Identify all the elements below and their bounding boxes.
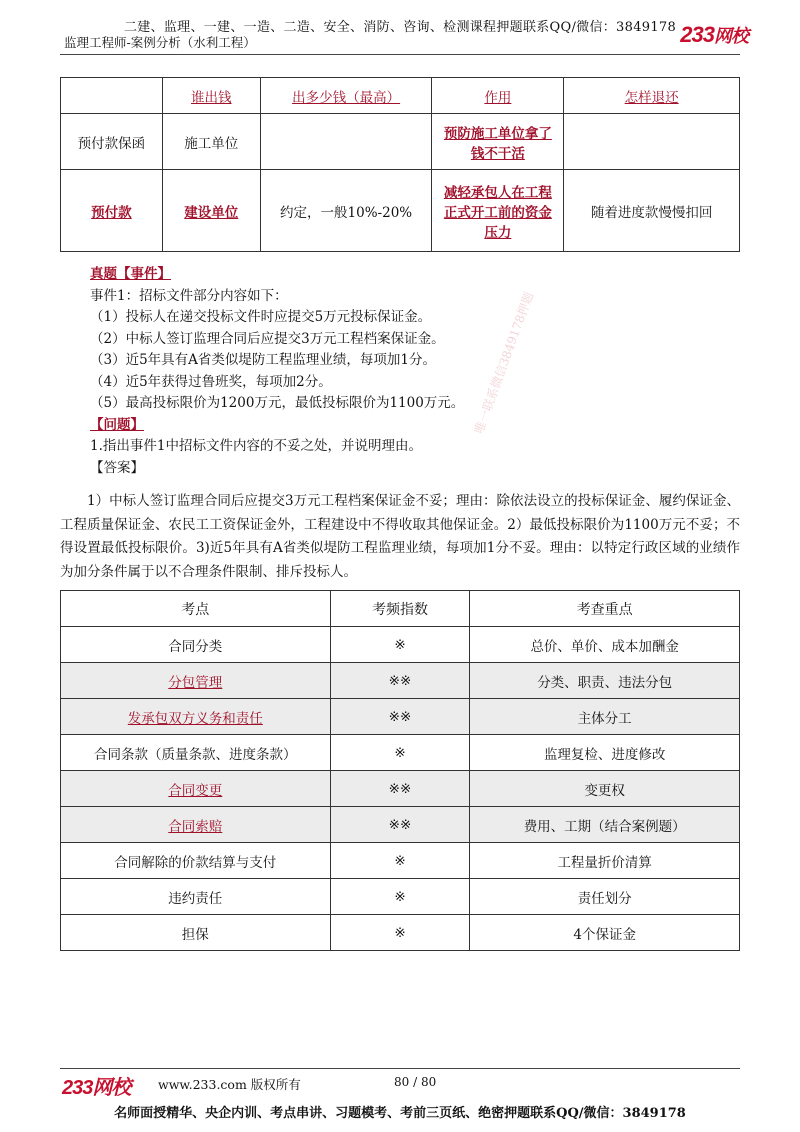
header-cell-frequency: 考频指数 (330, 591, 470, 627)
question-text: 1.指出事件1中招标文件内容的不妥之处，并说明理由。 (90, 438, 422, 454)
answer-text: 1）中标人签订监理合同后应提交3万元工程档案保证金不妥；理由：除依法设立的投标保证金、履约保证金、工程质量保证金、农民工工资保证金外，工程建设中不得收取其他保证金。2）最低投标限价为1100万元不妥；不得设置最低投标限价。3)近5年具有A省类似堤防工程监理业绩，每项加1分不妥。理由：以特定行政区域的业绩作为加分条件属于以不合理条件限制、排斥投标人。 (60, 493, 740, 580)
topic-table (60, 590, 740, 951)
frequency-cell: ※ (330, 627, 470, 663)
case-item-1: （1）投标人在递交投标文件时应提交5万元投标保证金。 (90, 309, 432, 325)
header-cell-refund: 怎样退还 (564, 78, 740, 114)
frequency-cell: ※※ (330, 807, 470, 843)
row-purpose: 预防施工单位拿了钱不干活 (432, 114, 564, 170)
row-amount (260, 114, 432, 170)
case-item-5: （5）最高投标限价为1200万元，最低投标限价为1100万元。 (90, 395, 465, 411)
row-name: 预付款 (61, 170, 163, 252)
table-row (61, 114, 740, 170)
footer-logo: 233网校 (62, 1077, 131, 1099)
topic-cell: 合同变更 (61, 771, 331, 807)
header-divider (60, 54, 740, 55)
frequency-cell: ※ (330, 843, 470, 879)
row-payer: 施工单位 (162, 114, 260, 170)
topic-cell: 合同索赔 (61, 807, 331, 843)
frequency-cell: ※ (330, 735, 470, 771)
table-row (61, 699, 740, 735)
header-contact-line: 二建、监理、一建、一造、二造、安全、消防、咨询、检测课程押题联系QQ/微信：3849178 (123, 20, 677, 35)
question-title: 【问题】 (90, 416, 144, 433)
topic-cell: 发承包双方义务和责任 (61, 699, 331, 735)
case-title: 真题【事件】 (90, 266, 171, 282)
row-refund (564, 114, 740, 170)
watermark: 唯一联系微信3849178押题 (471, 290, 537, 436)
topic-cell: 合同分类 (61, 627, 331, 663)
case-intro: 事件1：招标文件部分内容如下： (90, 287, 288, 304)
header-cell-blank (61, 78, 163, 114)
case-item-4: （4）近5年获得过鲁班奖，每项加2分。 (90, 373, 332, 390)
case-item-2: （2）中标人签订监理合同后应提交3万元工程档案保证金。 (90, 330, 445, 347)
focus-cell: 主体分工 (470, 699, 740, 735)
row-purpose: 减轻承包人在工程正式开工前的资金压力 (432, 170, 564, 252)
header-subtitle: 监理工程师-案例分析（水利工程） (64, 35, 256, 50)
focus-cell: 责任划分 (470, 879, 740, 915)
row-payer: 建设单位 (162, 170, 260, 252)
frequency-cell: ※※ (330, 699, 470, 735)
page-number: 80 / 80 (394, 1075, 437, 1089)
focus-cell: 变更权 (470, 771, 740, 807)
frequency-cell: ※※ (330, 771, 470, 807)
table-row (61, 771, 740, 807)
frequency-cell: ※ (330, 879, 470, 915)
focus-cell: 4个保证金 (470, 915, 740, 951)
table-row (61, 879, 740, 915)
row-amount: 约定，一般10%-20% (260, 170, 432, 252)
row-refund: 随着进度款慢慢扣回 (564, 170, 740, 252)
deposit-table (60, 77, 740, 252)
table-row (61, 170, 740, 252)
table-row (61, 663, 740, 699)
logo-number: 233 (680, 22, 714, 47)
focus-cell: 工程量折价清算 (470, 843, 740, 879)
header-cell-amount: 出多少钱（最高） (260, 78, 432, 114)
frequency-cell: ※※ (330, 663, 470, 699)
header-cell-focus: 考查重点 (470, 591, 740, 627)
table-row (61, 915, 740, 951)
table-row (61, 735, 740, 771)
table-header-row (61, 591, 740, 627)
topic-cell: 分包管理 (61, 663, 331, 699)
table-row (61, 627, 740, 663)
header-cell-payer: 谁出钱 (162, 78, 260, 114)
brand-logo (680, 22, 748, 48)
case-section (90, 264, 740, 479)
focus-cell: 总价、单价、成本加酬金 (470, 627, 740, 663)
header-cell-purpose: 作用 (432, 78, 564, 114)
frequency-cell: ※ (330, 915, 470, 951)
topic-cell: 合同解除的价款结算与支付 (61, 843, 331, 879)
answer-title: 【答案】 (90, 459, 144, 476)
header-cell-topic: 考点 (61, 591, 331, 627)
table-row (61, 807, 740, 843)
footer-contact-line: 名师面授精华、央企内训、考点串讲、习题模考、考前三页纸、绝密押题联系QQ/微信：3849178 (114, 1106, 686, 1121)
table-row (61, 843, 740, 879)
logo-text: 网校 (714, 26, 748, 46)
table-header-row (61, 78, 740, 114)
footer-copyright: www.233.com 版权所有 (158, 1077, 301, 1092)
topic-cell: 担保 (61, 915, 331, 951)
footer-divider (60, 1068, 740, 1069)
case-item-3: （3）近5年具有A省类似堤防工程监理业绩，每项加1分。 (90, 352, 437, 368)
focus-cell: 费用、工期（结合案例题） (470, 807, 740, 843)
focus-cell: 监理复检、进度修改 (470, 735, 740, 771)
topic-cell: 违约责任 (61, 879, 331, 915)
row-name: 预付款保函 (61, 114, 163, 170)
topic-cell: 合同条款（质量条款、进度条款） (61, 735, 331, 771)
focus-cell: 分类、职责、违法分包 (470, 663, 740, 699)
